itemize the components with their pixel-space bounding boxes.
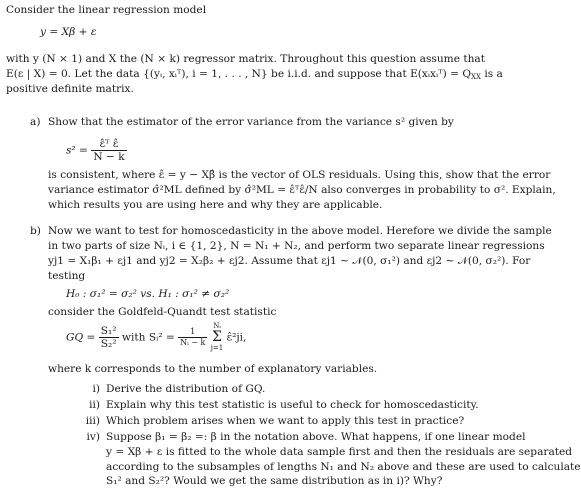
subitem-iv-line-2: y = Xβ + ε is fitted to the whole data sample first and then the residuals are separated: [106, 446, 573, 458]
subitem-iii-label: iii): [85, 415, 100, 427]
part-b-line-4: testing: [48, 270, 86, 282]
part-a-line-3: variance estimator σ̂²ML defined by σ̂²ML = ε̂ᵀε̂/N also converges in probability to σ². Explain,: [48, 184, 556, 196]
model-equation: y = Xβ + ε: [40, 26, 97, 38]
subitem-i-label: i): [92, 383, 100, 395]
intro-line-3-end: is a: [481, 68, 503, 80]
gq-equation: [66, 322, 246, 353]
gq-sum: [211, 322, 224, 353]
gq-fraction: [99, 325, 119, 350]
intro-line-1: Consider the linear regression model: [6, 4, 207, 16]
gq-sum-symbol: Σ: [212, 329, 222, 345]
s2-lhs: s² =: [66, 144, 88, 157]
gq-coef-numerator: 1: [178, 327, 207, 338]
part-b-label: b): [30, 225, 41, 237]
intro-line-2: with y (N × 1) and X the (N × k) regressor matrix. Throughout this question assume that: [6, 53, 485, 65]
part-a-line-1: Show that the estimator of the error variance from the variance s² given by: [48, 116, 454, 128]
s2-fraction: [91, 138, 126, 163]
intro-line-3-text: E(ε | X) = 0. Let the data {(yᵢ, xᵢᵀ), i = 1, . . . , N} be i.i.d. and suppose that E(xᵢxᵢᵀ) = Q: [6, 68, 472, 80]
part-b-line-1: Now we want to test for homoscedasticity in the above model. Herefore we divide the sample: [48, 225, 552, 237]
subitem-iv-label: iv): [86, 431, 100, 443]
part-b-line-3: yj1 = X₁β₁ + εj1 and yj2 = X₂β₂ + εj2. Assume that εj1 ∼ 𝒩(0, σ₁²) and εj2 ∼ 𝒩(0, σ₂²). For: [48, 255, 531, 267]
hypotheses: H₀ : σ₁² = σ₂² vs. H₁ : σ₁² ≠ σ₂²: [66, 288, 230, 300]
s2-denominator: N − k: [93, 151, 125, 163]
subitem-iv-line-4: S₁² and S₂²? Would we get the same distribution as in i)? Why?: [106, 475, 443, 487]
gq-term: ε̂²ji,: [226, 331, 247, 344]
subitem-iv-line-3: according to the subsamples of lengths N₁ and N₂ above and these are used to calculate: [106, 461, 581, 473]
part-b-line-6: where k corresponds to the number of explanatory variables.: [48, 363, 378, 375]
part-b-line-2: in two parts of size Nᵢ, i ∈ {1, 2}, N = N₁ + N₂, and perform two separate linear regressions: [48, 240, 545, 252]
intro-line-3-subscript: XX: [471, 73, 481, 81]
intro-line-4: positive definite matrix.: [6, 83, 134, 95]
gq-sum-upper: Nᵢ: [213, 322, 221, 330]
gq-sum-lower: j=1: [210, 344, 224, 352]
subitem-i-text: Derive the distribution of GQ.: [106, 383, 266, 395]
s2-equation: [66, 138, 127, 163]
subitem-ii-text: Explain why this test statistic is useful to check for homoscedasticity.: [106, 399, 479, 411]
part-a-label: a): [30, 116, 41, 128]
subitem-iii-text: Which problem arises when we want to apply this test in practice?: [106, 415, 465, 427]
gq-denominator: S₂²: [100, 338, 117, 350]
gq-with: with Sᵢ² =: [121, 331, 175, 344]
part-a-line-2: is consistent, where ε̂ = y − Xβ̂ is the vector of OLS residuals. Using this, show that the error: [48, 169, 551, 181]
part-b-line-5: consider the Goldfeld-Quandt test statistic: [48, 306, 277, 318]
subitem-iv-text: Suppose β₁ = β₂ =: β in the notation above. What happens, if one linear model: [106, 431, 526, 443]
part-a-line-4: which results you are using here and why they are applicable.: [48, 199, 383, 211]
s2-numerator: ε̂ᵀ ε̂: [91, 138, 126, 151]
gq-coefficient: [178, 327, 207, 348]
gq-lhs: GQ =: [66, 331, 96, 344]
subitem-ii-label: ii): [89, 399, 100, 411]
gq-numerator: S₁²: [100, 325, 117, 337]
gq-coef-denominator: Nᵢ − k: [180, 338, 206, 347]
